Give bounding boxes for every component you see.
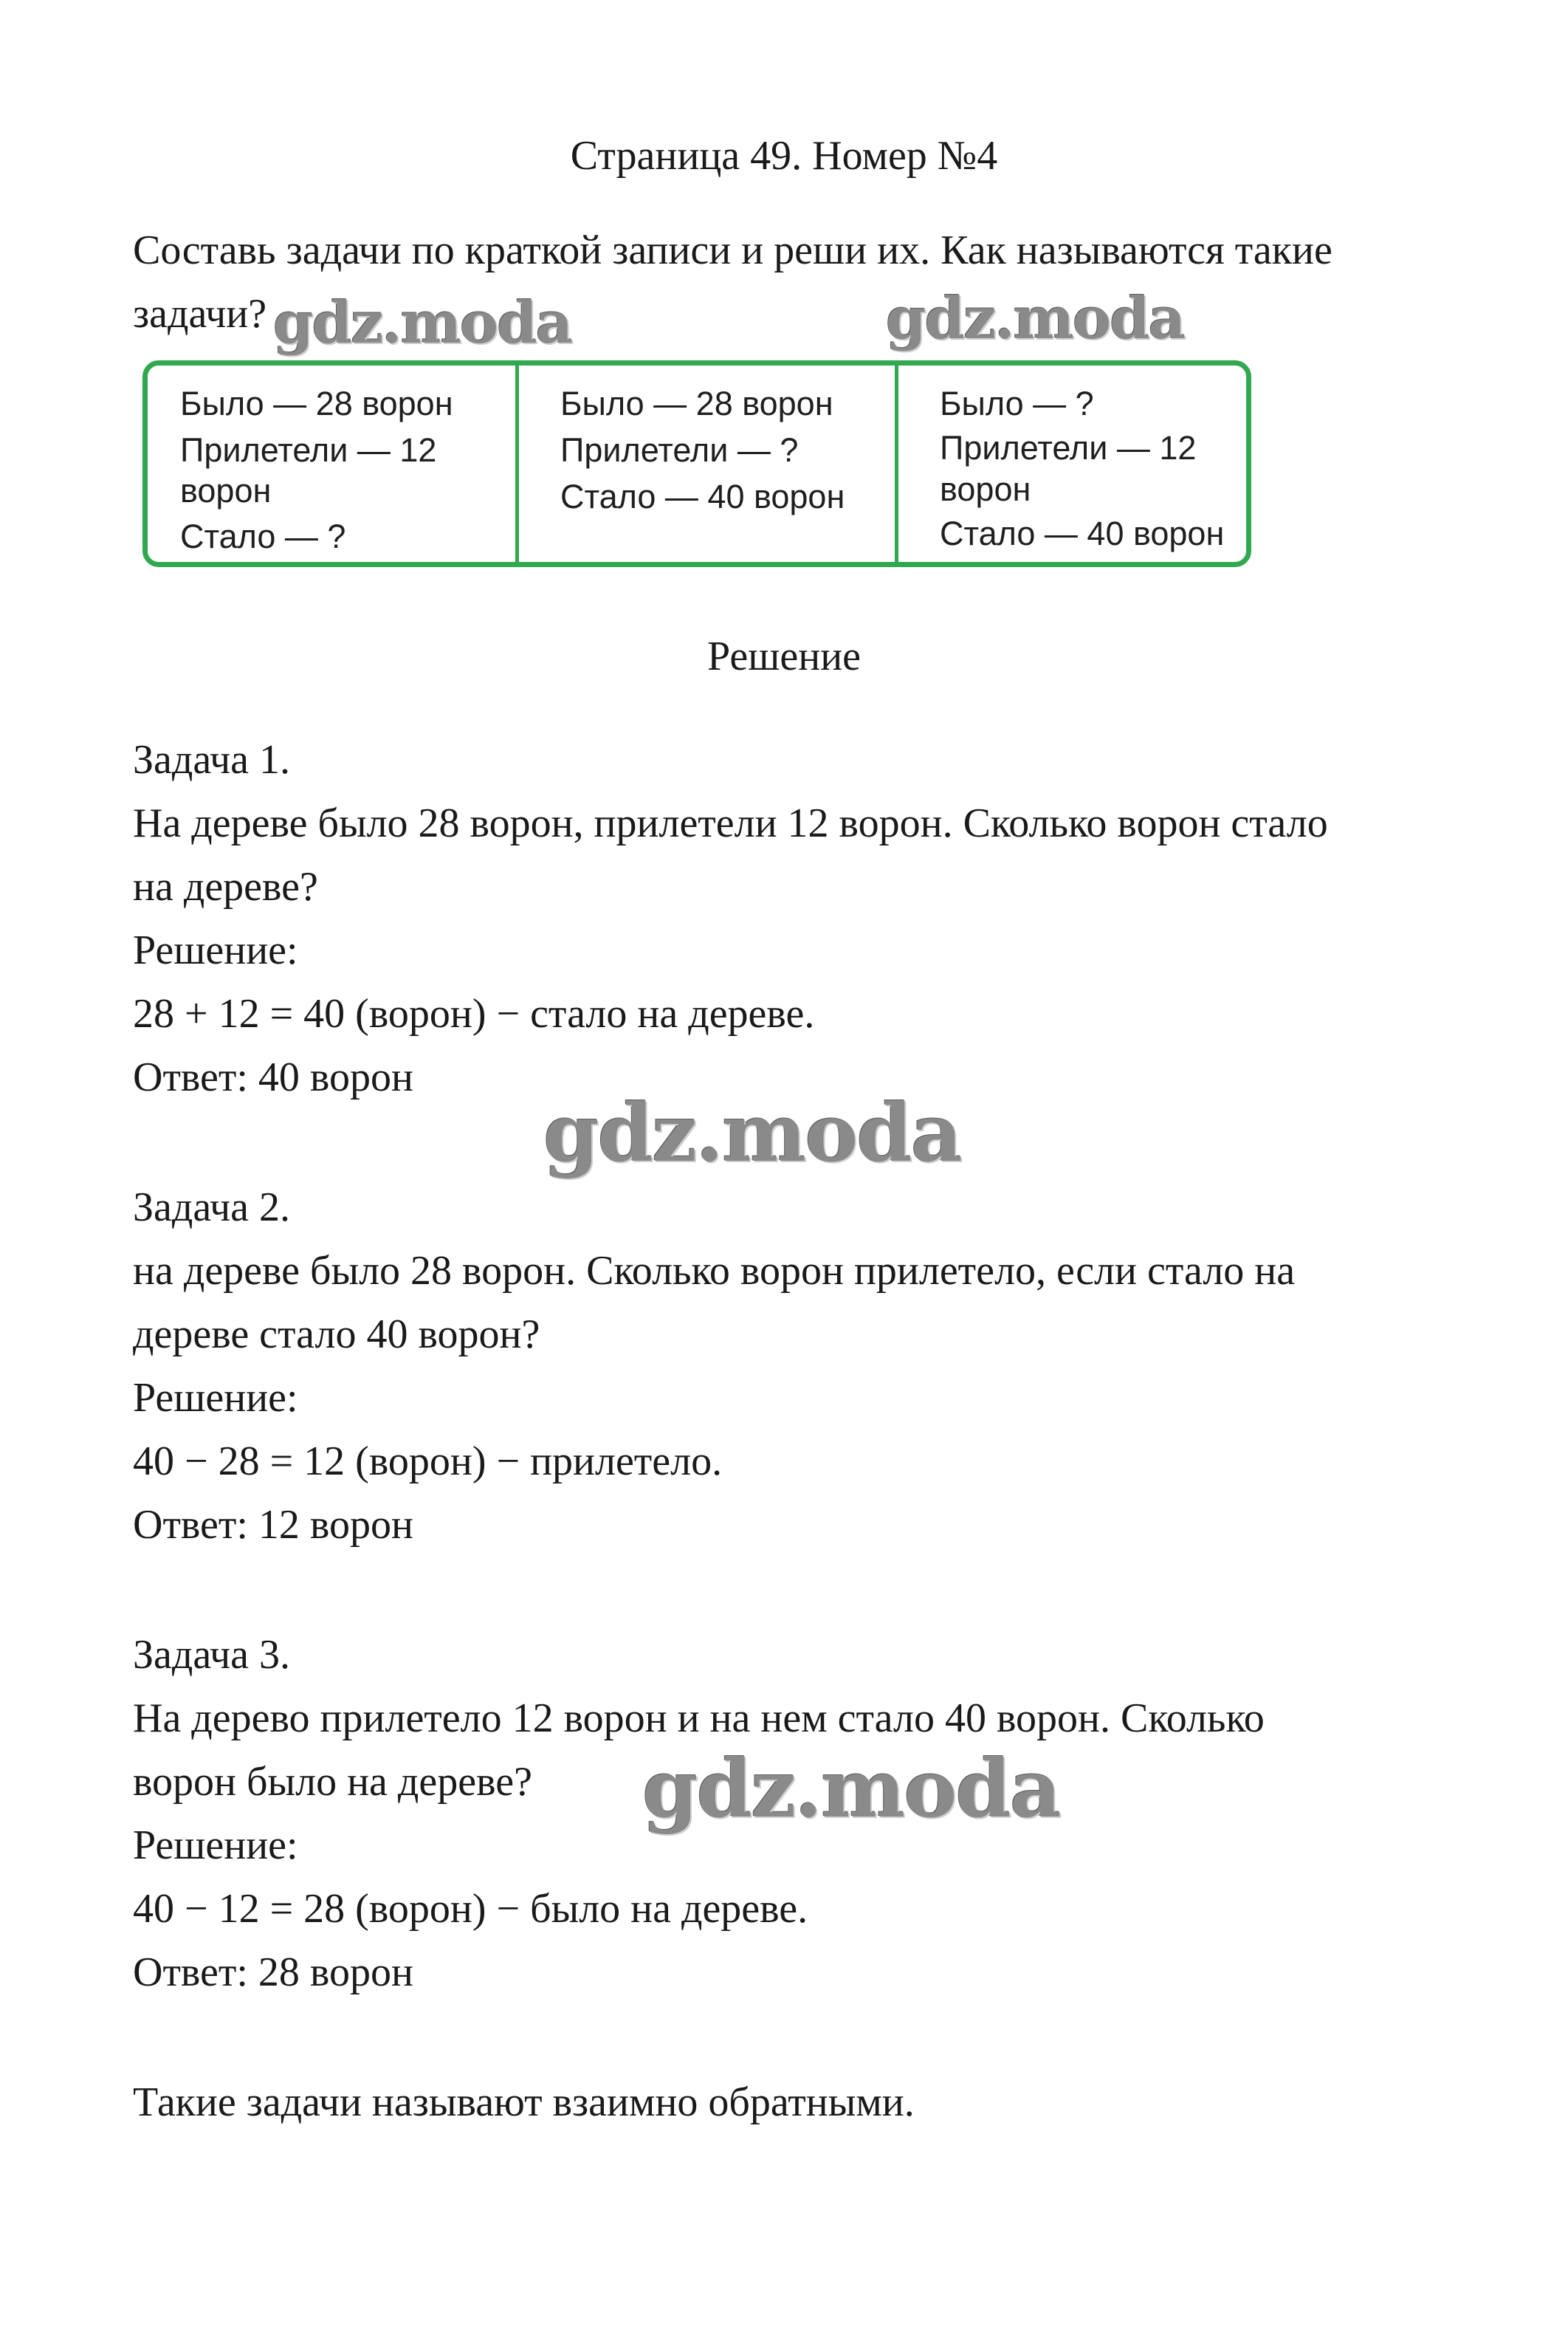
- watermark-logo: gdz.moda: [543, 1087, 961, 1180]
- page-title: Страница 49. Номер №4: [570, 133, 998, 179]
- watermark-logo: gdz.moda: [642, 1743, 1060, 1836]
- problem-1-answer: Ответ: 40 ворон: [133, 1054, 413, 1100]
- note-line: ворон: [180, 472, 272, 510]
- problem-3-text-line-2: ворон было на дереве?: [133, 1759, 532, 1805]
- conclusion-text: Такие задачи называют взаимно обратными.: [133, 2079, 915, 2125]
- problem-2-answer: Ответ: 12 ворон: [133, 1502, 413, 1548]
- problem-3-calculation: 40 − 12 = 28 (ворон) − было на дереве.: [133, 1886, 808, 1932]
- problem-1-calculation: 28 + 12 = 40 (ворон) − стало на дереве.: [133, 991, 815, 1037]
- problem-2-calculation: 40 − 28 = 12 (ворон) − прилетело.: [133, 1438, 723, 1484]
- watermark-logo: gdz.moda: [886, 285, 1185, 352]
- problem-2-title: Задача 2.: [133, 1184, 291, 1230]
- problem-3-answer: Ответ: 28 ворон: [133, 1949, 413, 1995]
- problem-3-text-line-1: На дерево прилетело 12 ворон и на нем стало 40 ворон. Сколько: [133, 1695, 1265, 1741]
- task-statement-line-2: задачи?: [133, 291, 267, 337]
- note-line: Стало — 40 ворон: [940, 515, 1225, 552]
- watermark-logo: gdz.moda: [273, 289, 572, 357]
- problem-3-title: Задача 3.: [133, 1632, 291, 1678]
- problem-1-text-line-2: на дереве?: [133, 864, 318, 910]
- note-line: Прилетели — 12: [940, 429, 1197, 467]
- short-note-cell-1: [148, 366, 519, 562]
- solution-heading: Решение: [706, 634, 862, 679]
- short-note-cell-3: [898, 366, 1246, 562]
- note-line: Было — 28 ворон: [180, 385, 453, 422]
- short-notes-table: [142, 360, 1251, 567]
- note-line: Прилетели — 12: [180, 431, 437, 469]
- problem-2-solution-label: Решение:: [133, 1375, 298, 1421]
- problem-2-text-line-2: дереве стало 40 ворон?: [133, 1311, 540, 1357]
- task-statement-line-1: Составь задачи по краткой записи и реши их. Как называются такие: [133, 227, 1333, 273]
- note-line: Было — ?: [940, 385, 1094, 422]
- problem-2-text-line-1: на дереве было 28 ворон. Сколько ворон прилетело, если стало на: [133, 1248, 1296, 1294]
- problem-1-solution-label: Решение:: [133, 927, 298, 973]
- note-line: Прилетели — ?: [560, 431, 799, 469]
- note-line: Стало — 40 ворон: [560, 478, 845, 515]
- problem-1-title: Задача 1.: [133, 737, 291, 783]
- note-line: Стало — ?: [180, 518, 346, 555]
- short-note-cell-2: [519, 366, 898, 562]
- problem-1-text-line-1: На дереве было 28 ворон, прилетели 12 ворон. Сколько ворон стало: [133, 800, 1328, 846]
- note-line: ворон: [940, 470, 1031, 508]
- note-line: Было — 28 ворон: [560, 385, 833, 422]
- problem-3-solution-label: Решение:: [133, 1822, 298, 1868]
